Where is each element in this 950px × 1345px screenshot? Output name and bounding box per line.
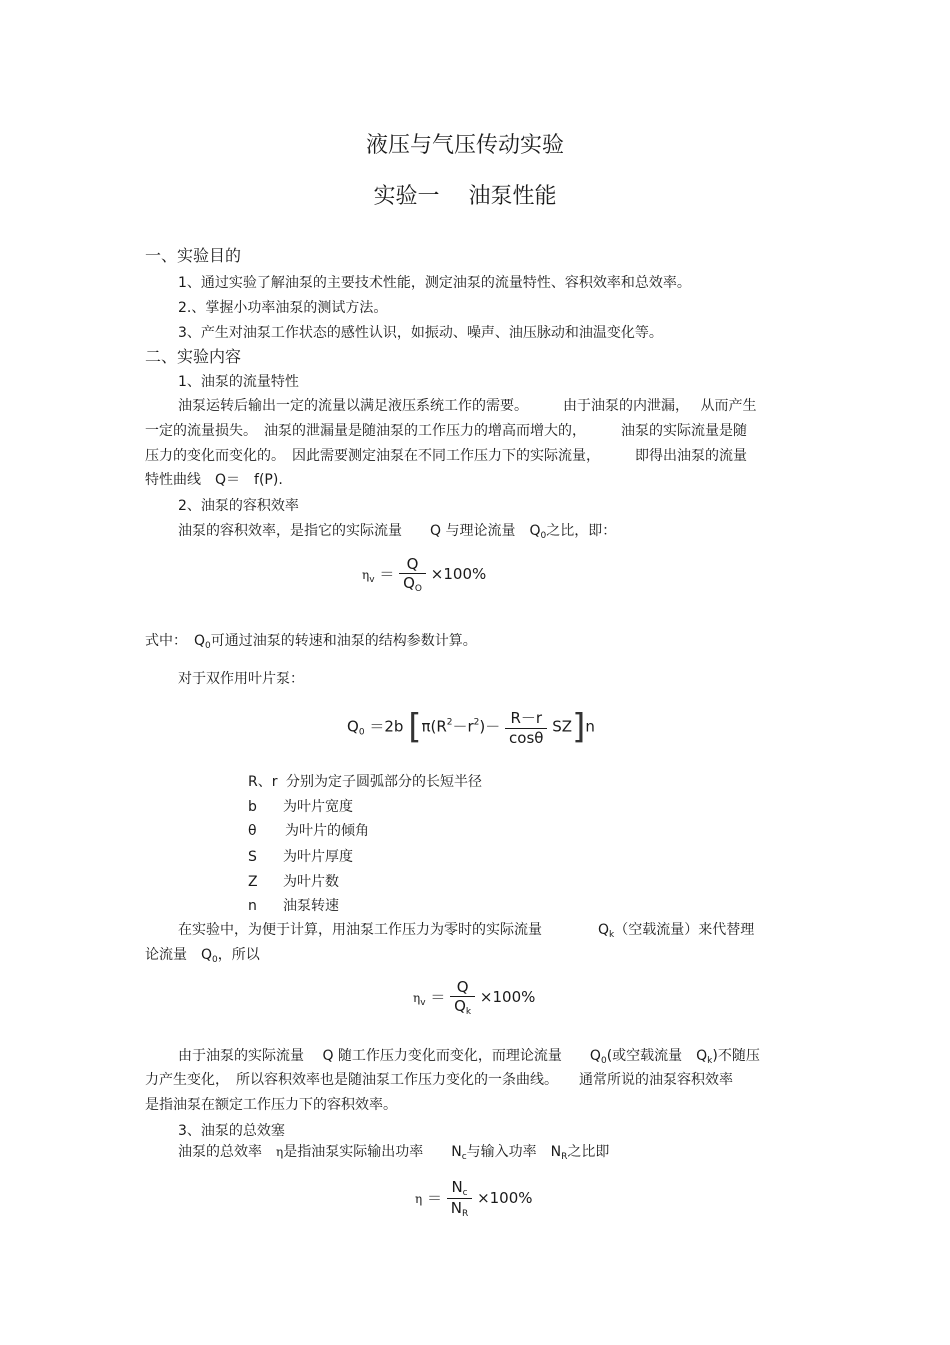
text-run: N [451,1178,463,1196]
variable-description: 油泵转速 [283,898,339,914]
denominator [450,996,475,1017]
subscript: k [465,1007,472,1017]
fraction [399,555,426,594]
paragraph-line: 一定的流量损失。 油泵的泄漏量是随油泵的工作压力的增高而增大的， 油泵的实际流量是随 [145,423,747,439]
paragraph-line: 是指油泵在额定工作压力下的容积效率。 [145,1097,397,1113]
variable-description: 为叶片宽度 [283,799,353,815]
variable-symbol: S [248,849,257,865]
text-run: )不随压 [712,1048,760,1064]
subscript: R [561,1152,568,1162]
variable-symbol: θ [248,823,257,839]
right-bracket: ] [572,707,586,747]
text-run: ＝2b [369,717,404,736]
formula-theoretical-flow [347,707,595,747]
variable-symbol: b [248,799,257,815]
variable-definition [248,820,369,840]
equals-sign: ＝ [426,1189,442,1207]
paragraph-line: 油泵运转后输出一定的流量以满足液压系统工作的需要。 由于油泵的内泄漏， 从而产生 [178,398,757,414]
numerator [447,1178,473,1198]
variable-description: 为叶片的倾角 [285,823,369,839]
numerator: R－r [510,709,543,727]
subscript: k [707,1056,713,1066]
text-run: 油泵的容积效率，是指它的实际流量 Q 与理论流量 Q [178,523,541,539]
subscript: v [420,998,426,1008]
text-run: －r [452,717,474,736]
formula-total-efficiency [415,1178,533,1219]
paragraph-line [178,1141,609,1162]
text-run: 由于油泵的实际流量 Q 随工作压力变化而变化，而理论流量 Q [178,1048,601,1064]
subscript: 0 [205,641,211,651]
numerator: Q [406,555,419,573]
denominator: cosθ [505,728,547,747]
variable-definition [248,895,339,915]
paragraph-line: 特性曲线 Q＝ f(P). [145,472,283,488]
eta-symbol: η [415,1192,423,1206]
text-run: SZ [552,717,573,736]
text-run: 是指油泵实际输出功率 N [283,1144,462,1160]
subscript: c [461,1152,467,1162]
purpose-item: 1、通过实验了解油泵的主要技术性能，测定油泵的流量特性、容积效率和总效率。 [178,275,691,291]
numerator: Q [456,978,469,996]
text-run: ，所以 [217,947,260,963]
purpose-item: 3、产生对油泵工作状态的感性认识，如振动、噪声、油压脉动和油温变化等。 [178,325,663,341]
subscript: R [462,1209,469,1219]
text-run: Q [454,997,466,1015]
multiplier: ×100% [477,1189,533,1207]
equals-sign: ＝ [379,565,395,583]
left-bracket: [ [408,707,422,747]
text-run: 之比即 [567,1144,610,1160]
multiplier: ×100% [479,988,536,1006]
text-run: Q [403,574,415,592]
paragraph-line [178,919,754,940]
text-run: 在实验中，为便于计算，用油泵工作压力为零时的实际流量 Q [178,922,610,938]
formula-volumetric-efficiency [362,555,486,594]
text-run: 式中： Q [145,633,206,649]
formula-volumetric-efficiency-practical [413,978,535,1017]
fraction [450,978,475,1017]
paragraph-line [145,944,260,965]
superscript: 2 [473,717,480,728]
subscript: 0 [212,955,218,965]
fraction [447,1178,473,1219]
variable-definition [248,846,353,866]
section-heading-content: 二、实验内容 [145,347,242,366]
text-run: 油泵的总效率 [178,1144,276,1160]
variable-symbol: Z [248,874,258,890]
section-heading-purpose: 一、实验目的 [145,246,242,265]
variable-description: 分别为定子圆弧部分的长短半径 [286,774,482,790]
variable-description: 为叶片数 [283,874,339,890]
paragraph-line [145,630,477,651]
superscript: 2 [446,717,453,728]
text-run: 论流量 Q [145,947,213,963]
eta-symbol: η [276,1145,284,1159]
variable-description: 为叶片厚度 [283,849,353,865]
experiment-title: 实验一 油泵性能 [373,184,557,209]
variable-definition [248,771,482,791]
denominator [399,573,426,594]
text-run: 可通过油泵的转速和油泵的结构参数计算。 [210,633,477,649]
eta-symbol: η [413,991,421,1005]
text-run: )－ [479,717,501,736]
variable-symbol: n [248,898,257,914]
text-run: (或空载流量 Q [606,1048,708,1064]
variable-definition [248,796,353,816]
variable-symbol: R、r [248,774,278,790]
multiplier: ×100% [430,565,487,583]
text-run: n [585,717,595,736]
paragraph-line [178,1045,760,1066]
subsection-heading: 3、油泵的总效塞 [178,1123,285,1139]
text-run: Q [347,717,359,736]
subscript: k [609,930,615,940]
subsection-heading: 2、油泵的容积效率 [178,498,299,514]
subscript: 0 [358,727,365,738]
document-title: 液压与气压传动实验 [365,133,564,158]
eta-symbol: η [362,568,370,582]
text-run: 与输入功率 N [466,1144,562,1160]
variable-definition [248,871,339,891]
text-run: （空载流量）来代替理 [614,922,755,938]
subscript: v [369,575,375,585]
paragraph-line [178,520,616,541]
subscript: 0 [540,531,547,541]
subsection-heading: 1、油泵的流量特性 [178,374,299,390]
paragraph-line: 压力的变化而变化的。 因此需要测定油泵在不同工作压力下的实际流量， 即得出油泵的流量 [145,448,747,464]
purpose-item: 2.、掌握小功率油泵的测试方法。 [178,300,388,316]
subscript: c [462,1188,468,1198]
denominator [447,1198,473,1219]
paragraph-line: 力产生变化， 所以容积效率也是随油泵工作压力变化的一条曲线。 通常所说的油泵容积效率 [145,1072,733,1088]
text-run: N [450,1199,463,1217]
paragraph-line: 对于双作用叶片泵： [178,671,304,687]
subscript: O [414,584,423,594]
fraction [505,707,547,747]
equals-sign: ＝ [430,988,446,1006]
subscript: 0 [600,1056,607,1066]
text-run: π(R [421,717,447,736]
text-run: 之比，即： [546,523,617,539]
